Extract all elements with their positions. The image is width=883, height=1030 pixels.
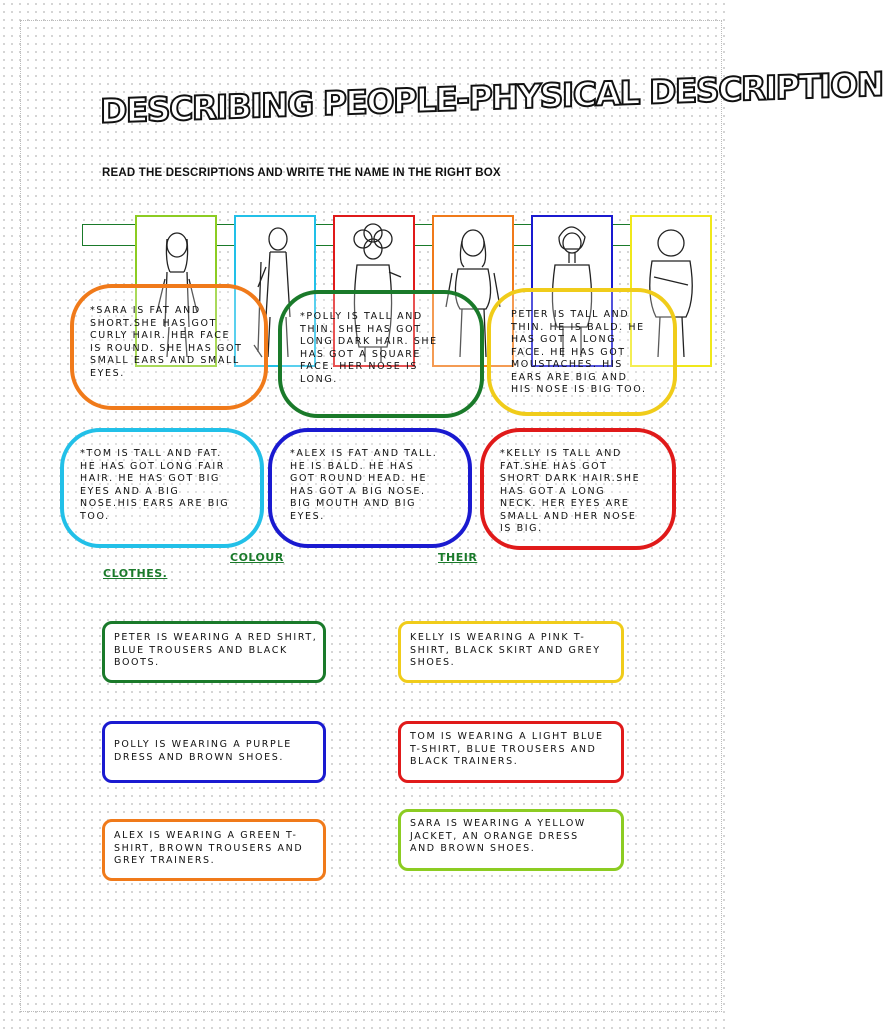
description-peter: PETER IS TALL AND THIN. HE IS BALD. HE HAS GOT A LONG FACE. HE HAS GOT MOUSTACHES. HIS EARS ARE BIG AND HIS NOSE IS BIG TOO. — [511, 309, 647, 395]
clothes-polly: POLLY IS WEARING A PURPLE DRESS AND BROWN SHOES. — [114, 739, 292, 763]
clothes-tom: TOM IS WEARING A LIGHT BLUE T-SHIRT, BLUE TROUSERS AND BLACK TRAINERS. — [410, 731, 604, 767]
description-tom: *TOM IS TALL AND FAT. HE HAS GOT LONG FAIR HAIR. HE HAS GOT BIG EYES AND A BIG NOSE.HIS EARS ARE BIG TOO. — [80, 448, 230, 522]
clothes-kelly: KELLY IS WEARING A PINK T- SHIRT, BLACK SKIRT AND GREY SHOES. — [410, 632, 601, 668]
clothes-sara: SARA IS WEARING A YELLOW JACKET, AN ORANGE DRESS AND BROWN SHOES. — [410, 818, 586, 854]
clothes-alex: ALEX IS WEARING A GREEN T- SHIRT, BROWN TROUSERS AND GREY TRAINERS. — [114, 830, 304, 866]
description-kelly: *KELLY IS TALL AND FAT.SHE HAS GOT SHORT DARK HAIR.SHE HAS GOT A LONG NECK. HER EYES ARE SMALL AND HER NOSE IS BIG. — [500, 448, 641, 534]
clothes-peter: PETER IS WEARING A RED SHIRT, BLUE TROUSERS AND BLACK BOOTS. — [114, 632, 318, 668]
instruction-text: READ THE DESCRIPTIONS AND WRITE THE NAME IN THE RIGHT BOX — [102, 167, 501, 179]
clothes-heading: CLOTHES. — [103, 567, 168, 580]
description-sara: *SARA IS FAT AND SHORT.SHE HAS GOT CURLY HAIR. HER FACE IS ROUND. SHE HAS GOT SMALL EARS AND SMALL EYES. — [90, 305, 243, 379]
colour-heading: COLOUR — [230, 551, 284, 564]
description-alex: *ALEX IS FAT AND TALL. HE IS BALD. HE HAS GOT ROUND HEAD. HE HAS GOT A BIG NOSE. BIG MOUTH AND BIG EYES. — [290, 448, 438, 522]
their-heading: THEIR — [438, 551, 478, 564]
description-polly: *POLLY IS TALL AND THIN. SHE HAS GOT LONG DARK HAIR. SHE HAS GOT A SQUARE FACE. HER NOSE IS LONG. — [300, 311, 438, 385]
worksheet-title: DESCRIBING PEOPLE-PHYSICAL DESCRIPTION — [100, 64, 883, 131]
